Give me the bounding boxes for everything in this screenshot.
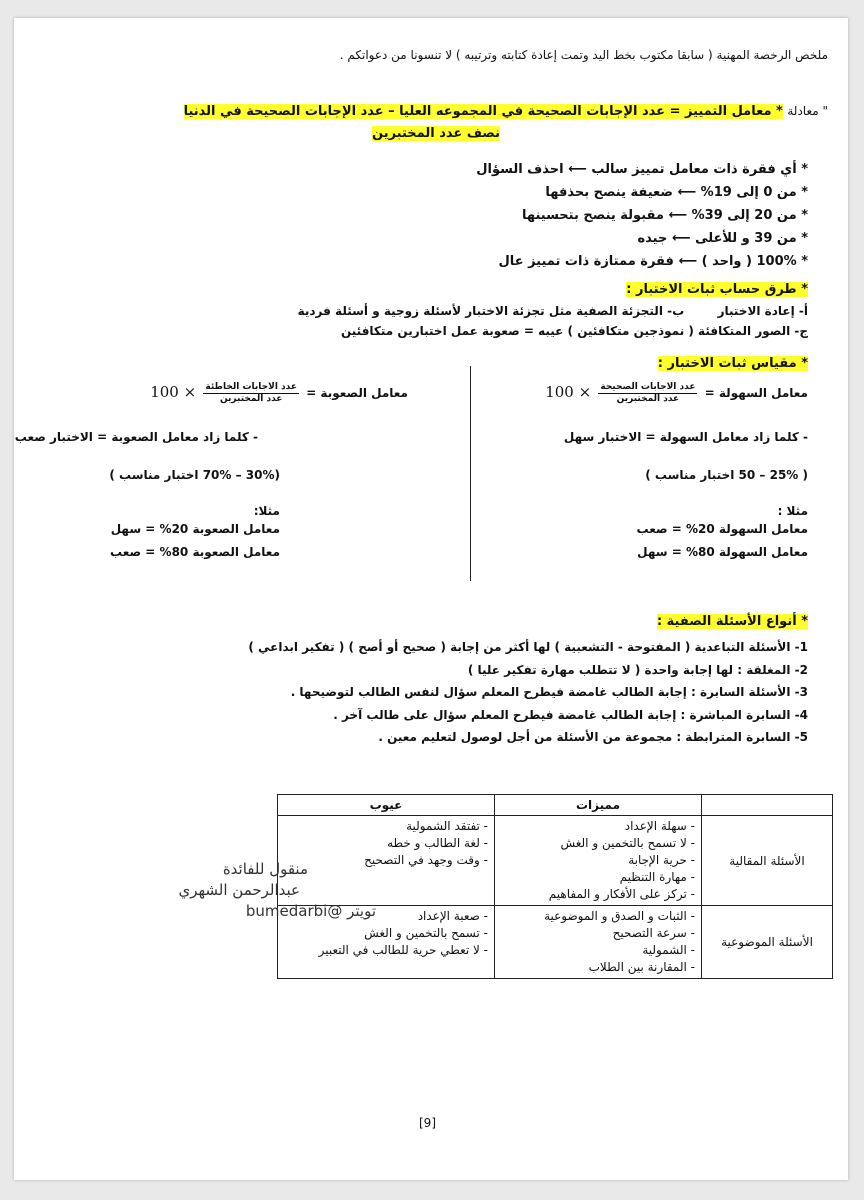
difficulty-example-2: معامل الصعوبة 80% = صعب: [110, 545, 280, 559]
list-item: - تركز على الأفكار و المفاهيم: [548, 887, 695, 901]
ease-fraction: $\frac{\text{عدد الاجابات الصحيحة}}{\text{عدد المختبرين}}$: [600, 382, 696, 404]
list-item: - الشمولية: [642, 943, 695, 957]
reliability-methods-title: * طرق حساب ثبات الاختبار :: [626, 282, 808, 297]
objective-pros: [495, 906, 702, 979]
discrimination-formula: [48, 104, 828, 119]
list-item: 4- السابرة المباشرة : إجابة الطالب غامضة فيطرح المعلم سؤال على طالب آخر .: [333, 707, 808, 722]
difficulty-range: (30% – 70% اختبار مناسب ): [109, 468, 280, 482]
arrow-icon: ⟵: [678, 254, 698, 269]
table-row: [278, 816, 833, 906]
formula-prefix: " معادلة: [787, 104, 828, 118]
list-item: 1- الأسئلة التباعدية ( المفتوحة - التشعبية ) لها أكثر من إجابة ( صحيح أو أصح ) ( تفكير ابداعي ): [248, 640, 808, 654]
list-item: - الثبات و الصدق و الموضوعية: [544, 909, 695, 923]
arrow-icon: ⟵: [568, 162, 587, 177]
list-item: - مهارة التنظيم: [619, 870, 695, 884]
rule-item: * 100% ( واحد ) ⟵ فقرة ممتازة ذات تمييز عال: [498, 254, 808, 269]
ease-rule: - كلما زاد معامل السهولة = الاختبار سهل: [563, 430, 808, 444]
rule-item: * من 39 و للأعلى ⟵ جيده: [637, 231, 808, 246]
list-item: - المقارنة بين الطلاب: [588, 960, 695, 974]
list-item: - لا تعطي حرية للطالب في التعبير: [318, 943, 488, 957]
list-item: - سهلة الإعداد: [624, 819, 695, 833]
difficulty-fraction: $\frac{\text{عدد الاجابات الخاطئة}}{\text{عدد المختبرين}}$: [205, 382, 298, 404]
list-item: - لغة الطالب و خطه: [387, 836, 488, 850]
watermark-line-1: منقول للفائدة: [222, 860, 308, 878]
essay-pros: [495, 816, 702, 906]
difficulty-formula: معامل الصعوبة = $\frac{\text{عدد الاجابات الخاطئة}}{\text{عدد المختبرين}}$ × 100: [150, 382, 408, 404]
document-page: [14, 18, 848, 1180]
list-item: 5- السابرة المترابطة : مجموعة من الأسئلة من أجل لوصول لتعليم معين .: [378, 730, 808, 744]
header-note: ملخص الرخصة المهنية ( سابقا مكتوب بخط اليد وتمت إعادة كتابته وترتيبه ) لا تنسونا من دعواتكم .: [339, 48, 828, 62]
list-item: 3- الأسئلة السابرة : إجابة الطالب غامضة فيطرح المعلم سؤال لنفس الطالب لتوضيحها .: [290, 685, 808, 699]
ease-example-2: معامل السهولة 80% = سهل: [637, 545, 808, 559]
rule-item: * من 20 إلى 39% ⟵ مقبولة ينصح بتحسينها: [522, 208, 808, 223]
arrow-icon: ⟵: [677, 185, 697, 200]
rule-item: * من 0 إلى 19% ⟵ ضعيفة ينصح بحذفها: [545, 185, 808, 200]
table-header-row: [278, 795, 833, 816]
table-header-cons: عيوب: [278, 795, 495, 816]
ease-formula: معامل السهولة = $\frac{\text{عدد الاجابات الصحيحة}}{\text{عدد المختبرين}}$ × 100: [545, 382, 808, 404]
list-item: - سرعة التصحيح: [612, 926, 695, 940]
ease-example-1: معامل السهولة 20% = صعب: [636, 522, 808, 536]
formula-denominator: نصف عدد المختبرين: [372, 126, 500, 141]
list-item: 2- المغلقة : لها إجابة واحدة ( لا تتطلب مهارة تفكير عليا ): [467, 662, 808, 677]
question-types-list: [248, 636, 808, 749]
ease-example-title: مثلا :: [777, 504, 808, 518]
difficulty-example-1: معامل الصعوبة 20% = سهل: [110, 522, 280, 536]
list-item: - لا تسمح بالتخمين و الغش: [560, 836, 695, 850]
formula-line-1: * معامل التمييز = عدد الإجابات الصحيحة في المجموعه العليا – عدد الإجابات الصحيحة في الدنيا: [183, 104, 783, 119]
list-item: - تفتقد الشمولية: [406, 819, 488, 833]
watermark-line-2: عبدالرحمن الشهري: [178, 881, 300, 899]
discrimination-rules: [308, 158, 808, 273]
reliability-method-line-1: أ- إعادة الاختبار ب- التجزئة الصفية مثل تجزئة الاختبار لأسئلة زوجية و أسئلة فردية: [297, 304, 808, 318]
table-header-pros: مميزات: [495, 795, 702, 816]
reliability-scale-title: * مقياس ثبات الاختبار :: [657, 356, 808, 371]
page-number: [9]: [419, 1116, 436, 1130]
reliability-method-line-2: ج- الصور المتكافئة ( نموذجين متكافئين ) عيبه = صعوبة عمل اختبارين متكافئين: [340, 324, 808, 338]
arrow-icon: ⟵: [671, 231, 691, 246]
arrow-icon: ⟵: [668, 208, 688, 223]
difficulty-example-title: مثلا:: [253, 504, 280, 518]
rule-item: * أي فقرة ذات معامل تمييز سالب ⟵ احذف السؤال: [476, 162, 808, 177]
comparison-table: [277, 794, 833, 979]
list-item: - تسمح بالتخمين و الغش: [364, 926, 488, 940]
column-divider: [470, 366, 471, 581]
question-types-title: * أنواع الأسئلة الصفية :: [656, 614, 808, 629]
row-label-essay: الأسئلة المقالية: [702, 816, 833, 906]
list-item: - وقت وجهد في التصحيح: [364, 853, 488, 867]
essay-cons: [278, 816, 495, 906]
ease-range: ( 25% – 50 اختبار مناسب ): [645, 468, 808, 482]
watermark-line-3: تويتر @bumedarbi: [245, 902, 376, 920]
list-item: - حرية الإجابة: [628, 853, 695, 867]
difficulty-rule: - كلما زاد معامل الصعوبة = الاختبار صعب: [14, 430, 258, 444]
list-item: - صعبة الإعداد: [417, 909, 488, 923]
row-label-objective: الأسئلة الموضوعية: [702, 906, 833, 979]
table-header-empty: [702, 795, 833, 816]
